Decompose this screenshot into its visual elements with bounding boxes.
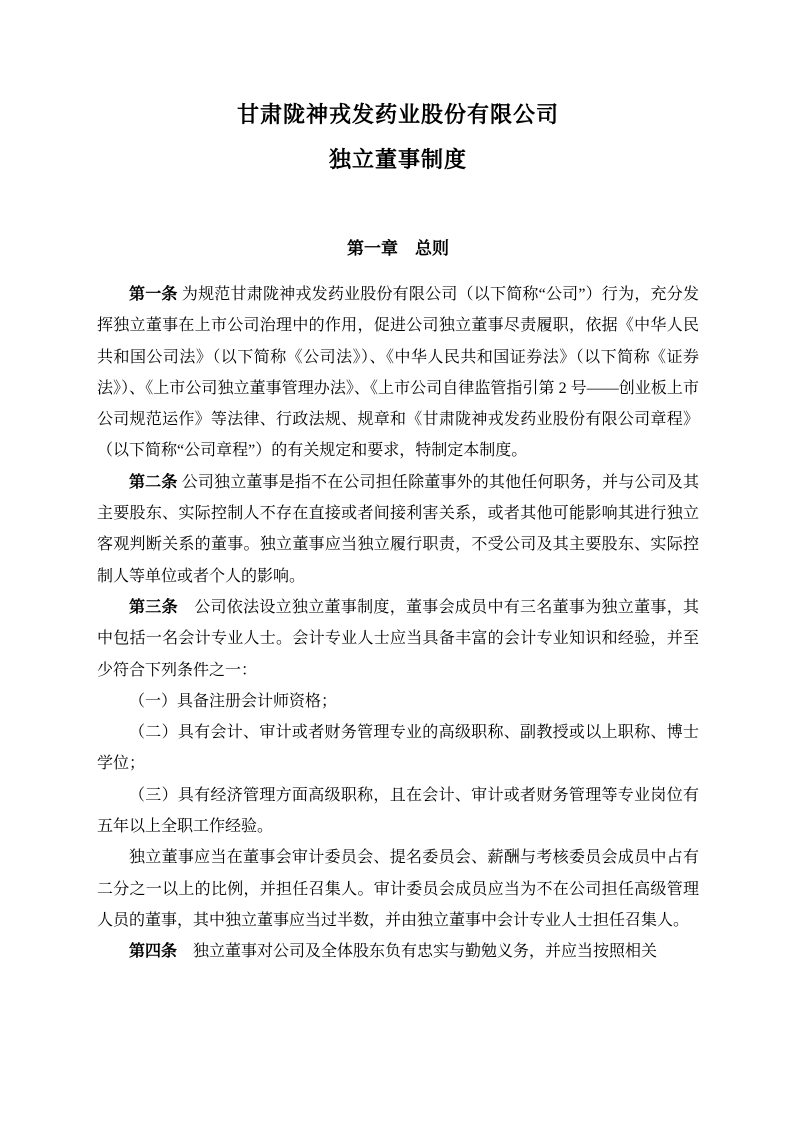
article-paragraph: 第一条 为规范甘肃陇神戎发药业股份有限公司（以下简称“公司”）行为，充分发挥独立董事在上市公司治理中的作用，促进公司独立董事尽责履职，依据《中华人民共和国公司法》（以下简称《公司法》）、《中华人民共和国证券法》（以下简称《证券法》）、《上市公司独立董事管理办法》、《上市公司自律监管指引第 2 号——创业板上市公司规范运作》等法律、行政法规、规章和《甘肃陇神戎发药业股份有限公司章程》（以下简称“公司章程”）的有关规定和要求，特制定本制度。 xyxy=(97,286,699,460)
article-number: 第二条 xyxy=(129,473,182,491)
body-paragraph: （一）具备注册会计师资格； xyxy=(129,692,338,710)
article-paragraph: 第三条 公司依法设立独立董事制度，董事会成员中有三名董事为独立董事，其中包括一名会计专业人士。会计专业人士应当具备丰富的会计专业知识和经验，并至少符合下列条件之一： xyxy=(97,598,699,679)
article-number: 第一条 xyxy=(129,286,182,303)
article-number: 第四条 xyxy=(129,943,194,961)
body-paragraph: （二）具有会计、审计或者财务管理专业的高级职称、副教授或以上职称、博士学位； xyxy=(97,724,699,773)
body-paragraph: 独立董事应当在董事会审计委员会、提名委员会、薪酬与考核委员会成员中占有二分之一以上的比例，并担任召集人。审计委员会成员应当为不在公司担任高级管理人员的董事，其中独立董事应当过半数，并由独立董事中会计专业人士担任召集人。 xyxy=(97,849,699,929)
chapter-heading: 第一章 总则 xyxy=(347,239,449,258)
document-body xyxy=(97,279,699,968)
article-paragraph: 第四条 独立董事对公司及全体股东负有忠实与勤勉义务，并应当按照相关 xyxy=(129,943,658,961)
article-number: 第三条 xyxy=(129,598,195,616)
document-title: 甘肃陇神戎发药业股份有限公司 xyxy=(236,102,559,127)
article-paragraph: 第二条 公司独立董事是指不在公司担任除董事外的其他任何职务，并与公司及其主要股东、实际控制人不存在直接或者间接利害关系，或者其他可能影响其进行独立客观判断关系的董事。独立董事应当独立履行职责，不受公司及其主要股东、实际控制人等单位或者个人的影响。 xyxy=(97,473,699,585)
document-subtitle: 独立董事制度 xyxy=(328,147,467,172)
body-paragraph: （三）具有经济管理方面高级职称，且在会计、审计或者财务管理等专业岗位有五年以上全职工作经验。 xyxy=(97,786,699,836)
